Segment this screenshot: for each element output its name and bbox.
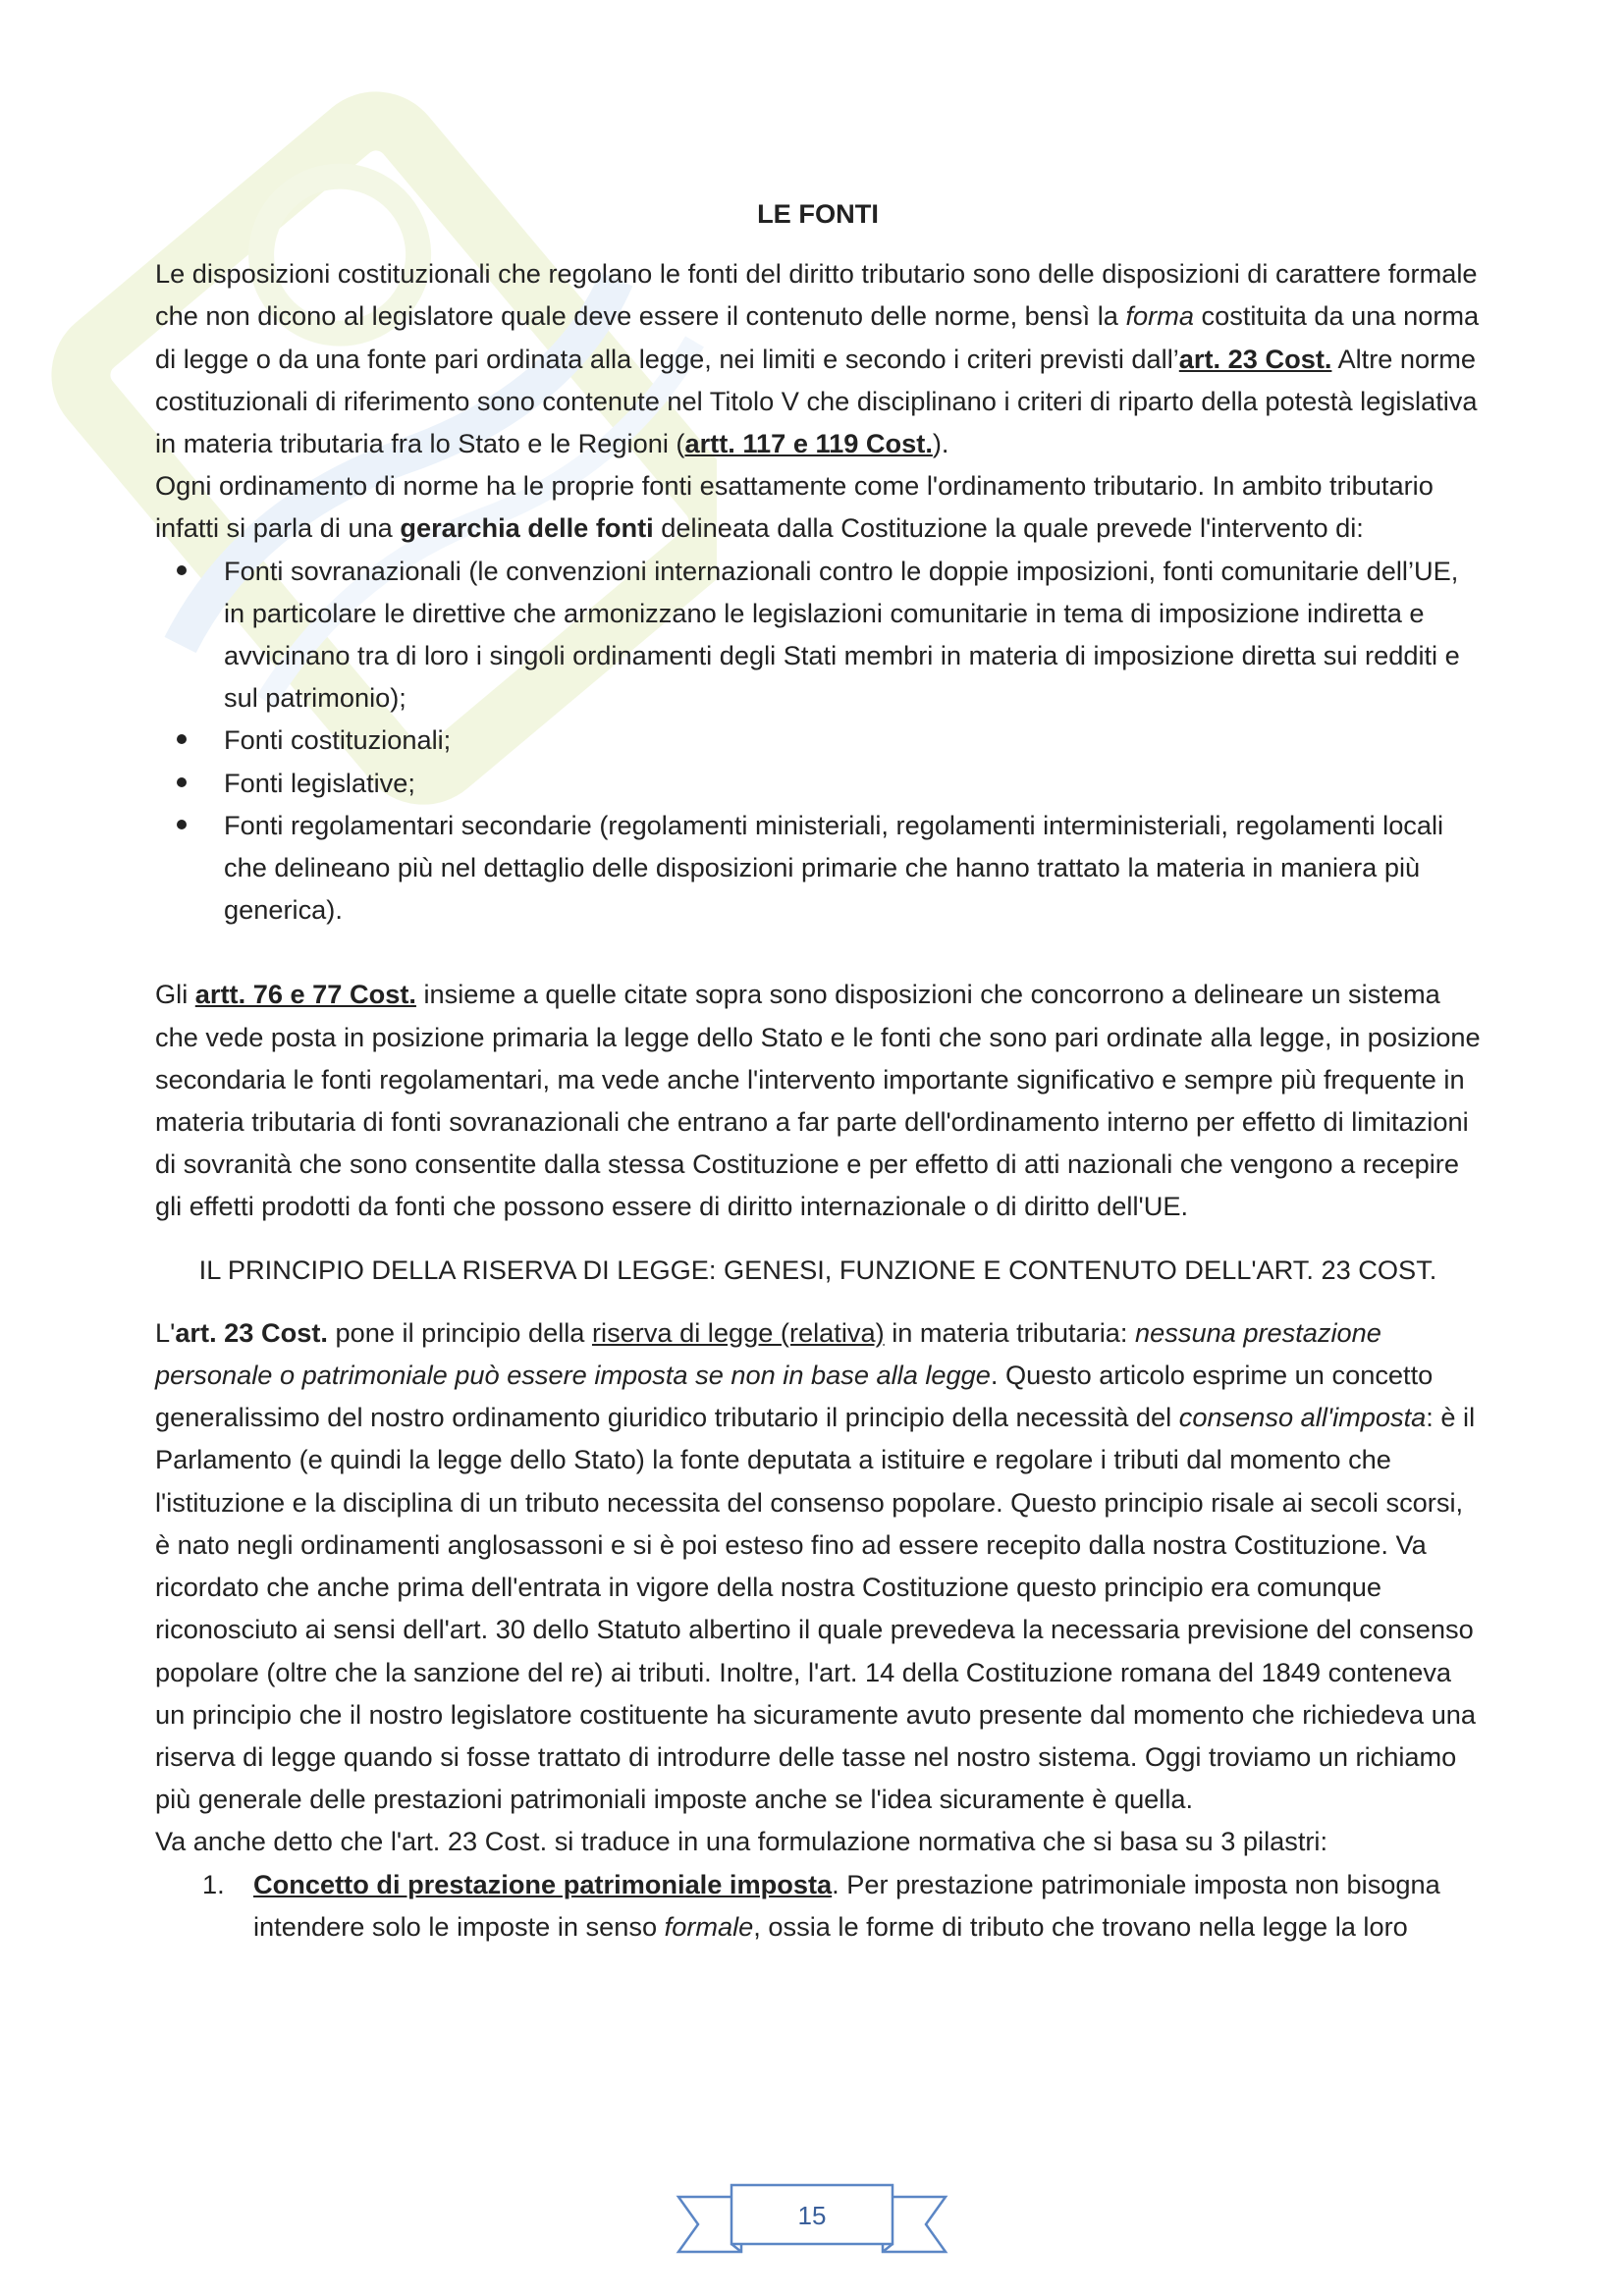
consenso-term: consenso all'imposta bbox=[1178, 1402, 1427, 1433]
forma-emphasis: forma bbox=[1125, 300, 1194, 332]
pillar-heading: Concetto di prestazione patrimoniale imposta bbox=[253, 1868, 833, 1899]
section-subtitle: IL PRINCIPIO DELLA RISERVA DI LEGGE: GENESI, FUNZIONE E CONTENUTO DELL'ART. 23 COST. bbox=[198, 1254, 1437, 1285]
document-page bbox=[155, 192, 1481, 1948]
list-item: Fonti regolamentari secondarie (regolamenti ministeriali, regolamenti interministeriali, regolamenti locali che delineano più nel dettaglio delle disposizioni primarie che hanno trattato la materia in maniera più generica). bbox=[224, 804, 1481, 932]
item-number: 1. bbox=[202, 1868, 225, 1899]
articles-76-77-paragraph: Gli artt. 76 e 77 Cost. insieme a quelle citate sopra sono disposizioni che concorrono a delineare un sistema che vede posta in posizione primaria la legge dello Stato e le fonti che sono pari ordinate alla legge, in posizione secondaria le fonti regolamentari, ma vede anche l'intervento importante significativo e sempre più frequente in materia tributaria di fonti sovranazionali che entrano a far parte dell'ordinamento interno per effetto di limitazioni di sovranità che sono consentite dalla stessa Costituzione e per effetto di atti nazionali che vengono a recepire gli effetti prodotti da fonti che possono essere di diritto internazionale o di diritto dell'UE. bbox=[155, 979, 1481, 1222]
riserva-paragraph: L'art. 23 Cost. pone il principio della riserva di legge (relativa) in materia tributaria: nessuna prestazione personale o patrimoniale può essere imposta se non in base alla legge. Questo articolo esprime un concetto generalissimo del nostro ordinamento giuridico tributario il principio della necessità del consenso all'imposta: è il Parlamento (e quindi la legge dello Stato) la fonte deputata a istituire e regolare i tributi dal momento che l'istituzione e la disciplina di un tributo necessita del consenso popolare. Questo principio risale ai secoli scorsi, è nato negli ordinamenti anglosassoni e si è poi esteso fino ad essere recepito dalla nostra Costituzione. Va ricordato che anche prima dell'entrata in vigore della nostra Costituzione questo principio era comunque riconosciuto ai sensi dell'art. 30 dello Statuto albertino il quale prevedeva la necessaria previsione del consenso popolare (oltre che la sanzione del re) ai tributi. Inoltre, l'art. 14 della Costituzione romana del 1849 conteneva un principio che il nostro legislatore costituente ha sicuramente avuto presente dal momento che richiedeva una riserva di legge quando si fosse trattato di introdurre delle tasse nel nostro sistema. Oggi troviamo un richiamo più generale delle prestazioni patrimoniali imposte anche se l'idea sicuramente è quella. bbox=[155, 1316, 1477, 1815]
riserva-term: riserva di legge (relativa) bbox=[591, 1316, 885, 1348]
page-number: 15 bbox=[797, 2201, 827, 2230]
list-item: Fonti costituzionali; bbox=[224, 719, 1481, 761]
intro-paragraph: Le disposizioni costituzionali che regolano le fonti del diritto tributario sono delle disposizioni di carattere formale che non dicono al legislatore quale deve essere il contenuto delle norme, bensì la forma costituita da una norma di legge o da una fonte pari ordinata alla legge, nei limiti e secondo i criteri previsti dall’art. 23 Cost. Altre norme costituzionali di riferimento sono contenute nel Titolo V che disciplinano i criteri di riparto della potestà legislativa in materia tributaria fra lo Stato e le Regioni (artt. 117 e 119 Cost.). bbox=[155, 258, 1480, 459]
sources-list bbox=[155, 550, 1481, 932]
pilastri-intro: Va anche detto che l'art. 23 Cost. si traduce in una formulazione normativa che si basa su 3 pilastri: bbox=[155, 1826, 1328, 1857]
list-item: Fonti legislative; bbox=[224, 762, 1481, 804]
page-title: LE FONTI bbox=[757, 198, 879, 229]
art23-quote: nessuna prestazione personale o patrimoniale può essere imposta se non in base alla legge bbox=[155, 1316, 1381, 1391]
hierarchy-paragraph: Ogni ordinamento di norme ha le proprie fonti esattamente come l'ordinamento tributario. In ambito tributario infatti si parla di una gerarchia delle fonti delineata dalla Costituzione la quale prevede l'intervento di: bbox=[155, 470, 1434, 544]
art76-ref: artt. 76 e 77 Cost. bbox=[194, 979, 416, 1010]
art117-ref: artt. 117 e 119 Cost. bbox=[684, 428, 933, 459]
page-footer bbox=[675, 2179, 949, 2258]
art23-ref: art. 23 Cost. bbox=[1178, 343, 1332, 374]
gerarchia-term: gerarchia delle fonti bbox=[400, 512, 654, 544]
formale-term: formale bbox=[664, 1910, 754, 1942]
list-item: Fonti sovranazionali (le convenzioni internazionali contro le doppie imposizioni, fonti comunitarie dell’UE, in particolare le direttive che armonizzano le legislazioni comunitarie in tema di imposizione indiretta e avvicinano tra di loro i singoli ordinamenti degli Stati membri in materia di imposizione diretta sui redditi e sul patrimonio); bbox=[224, 550, 1481, 720]
pillars-list bbox=[155, 1863, 1481, 1948]
art23-term: art. 23 Cost. bbox=[175, 1316, 328, 1348]
list-item: 1. Concetto di prestazione patrimoniale imposta. Per prestazione patrimoniale imposta non bisogna intendere solo le imposte in senso formale, ossia le forme di tributo che trovano nella legge la loro bbox=[253, 1863, 1481, 1948]
